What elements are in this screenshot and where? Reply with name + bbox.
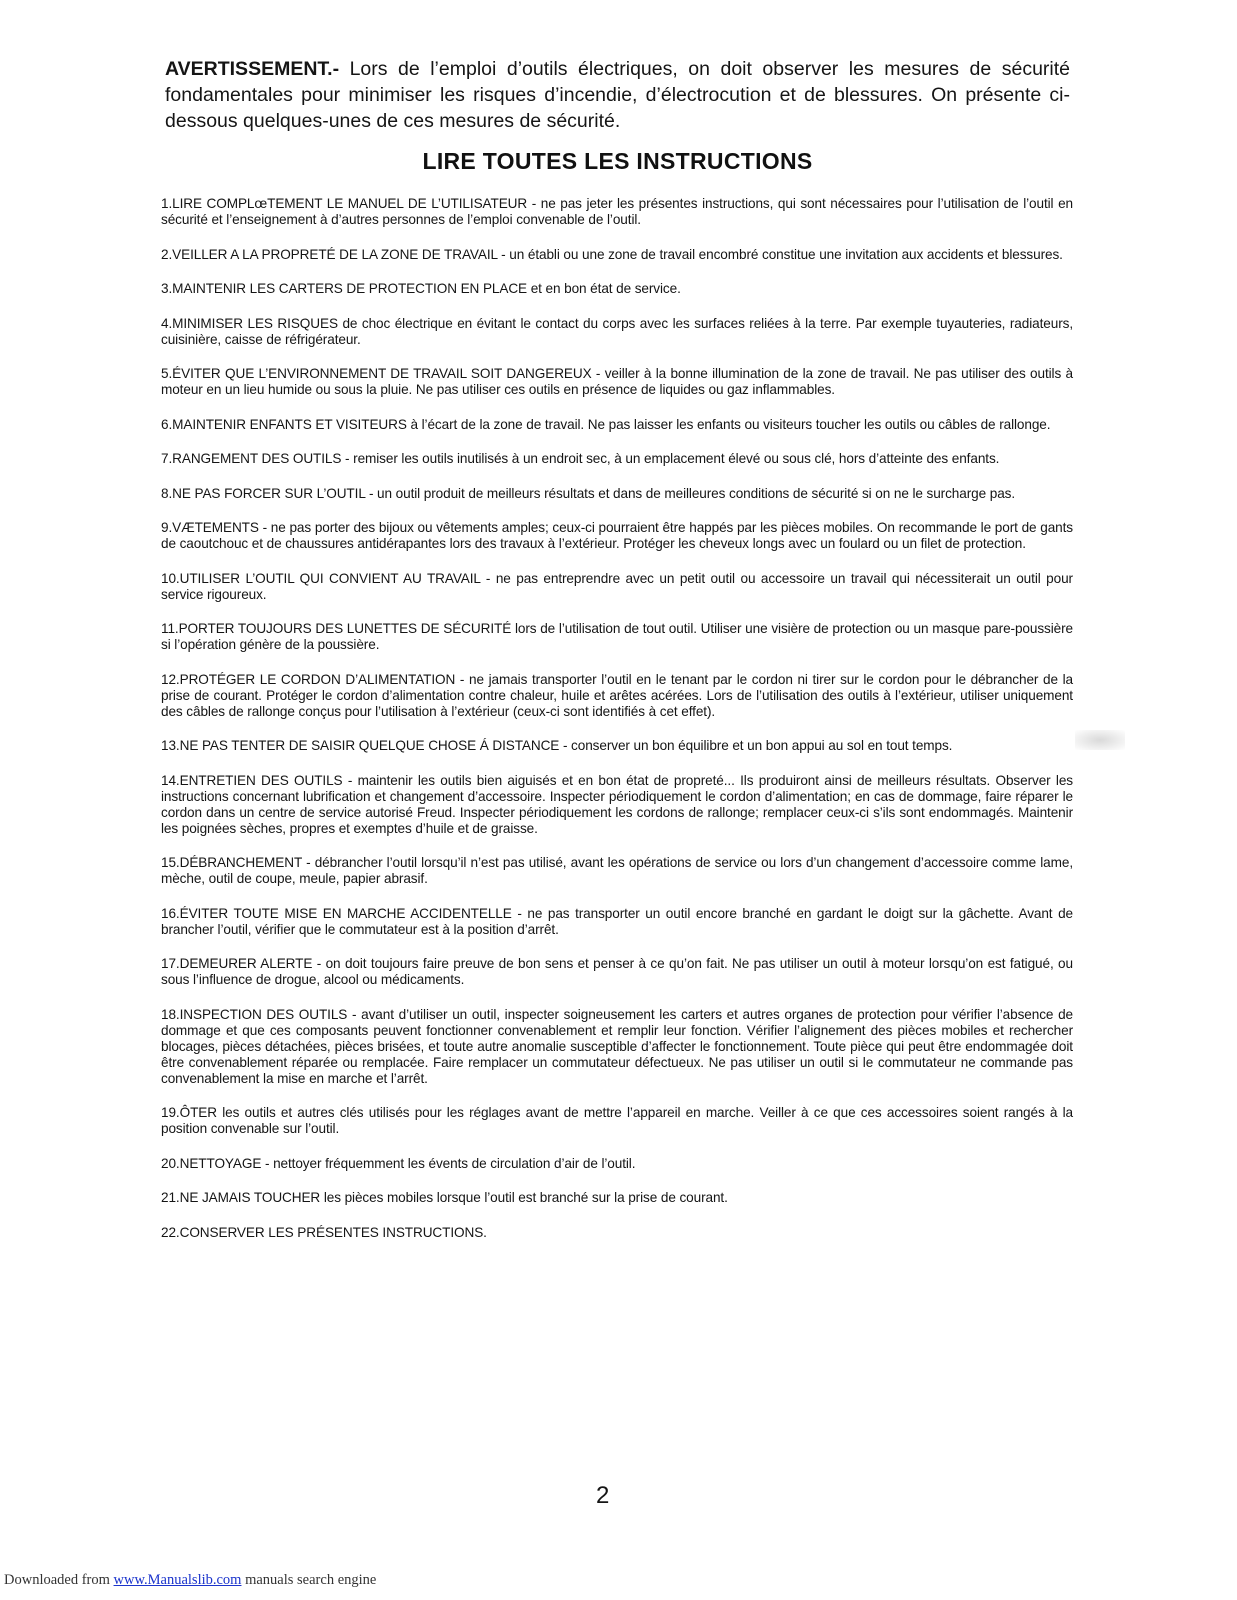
instruction-title: 14.ENTRETIEN DES OUTILS	[161, 772, 343, 788]
instruction-text: - débrancher l’outil lorsqu’il n’est pas utilisé, avant les opérations de service ou lors d’un changement d’accessoire comme lame, mèche, outil de coupe, meule, papier abrasif.	[161, 855, 1073, 886]
instruction-title: 12.PROTÉGER LE CORDON D’ALIMENTATION	[161, 671, 456, 687]
instruction-item	[161, 1007, 1073, 1087]
instruction-title: 2.VEILLER A LA PROPRETÉ DE LA ZONE DE TRAVAIL	[161, 246, 498, 262]
instruction-title: 7.RANGEMENT DES OUTILS	[161, 451, 342, 466]
instruction-item	[161, 1156, 1073, 1172]
instruction-title: 20.NETTOYAGE	[161, 1155, 262, 1171]
instruction-text: - remiser les outils inutilisés à un endroit sec, à un emplacement élevé ou sous clé, hors d’atteinte des enfants.	[341, 451, 1000, 466]
instruction-title: 22.CONSERVER LES PRÉSENTES INSTRUCTIONS.	[161, 1224, 487, 1240]
page-number: 2	[596, 1482, 610, 1509]
instruction-item	[161, 1225, 1073, 1241]
instruction-text: - un établi ou une zone de travail encombré constitue une invitation aux accidents et blessures.	[497, 246, 1063, 262]
instruction-text: - ne pas jeter les présentes instructions, qui sont nécessaires pour l’utilisation de l’outil en sécurité et l’enseignement à d’autres personnes de l’emploi convenable de l’outil.	[161, 196, 1073, 227]
instruction-text: à l’écart de la zone de travail. Ne pas laisser les enfants ou visiteurs toucher les outils ou câbles de rallonge.	[406, 416, 1051, 432]
instruction-text: - avant d’utiliser un outil, inspecter soigneusement les carters et autres organes de protection pour vérifier l’absence de dommage et que ces composants peuvent fonctionner convenablement et remplir leur fonction. Vérifier l’alignement des pièces mobiles et rechercher blocages, pièces détachées, pièces brisées, et toute autre anomalie susceptible d’affecter le fonctionnement. Toute pièce qui peut être endommagée doit être convenablement réparée ou remplacée. Faire remplacer un commutateur défectueux. Ne pas utiliser un outil si le commutateur ne commande pas convenablement la mise en marche et l’arrêt.	[161, 1006, 1074, 1086]
instruction-title: 4.MINIMISER LES RISQUES	[161, 315, 338, 331]
warning-paragraph	[165, 56, 1070, 134]
manualslib-link[interactable]: www.Manualslib.com	[113, 1572, 242, 1588]
instruction-item	[161, 956, 1073, 988]
instruction-item	[161, 1105, 1073, 1137]
download-footer	[4, 1572, 376, 1589]
instruction-text: - ne jamais transporter l’outil en le tenant par le cordon ni tirer sur le cordon pour le débrancher de la prise de courant. Protéger le cordon d’alimentation contre chaleur, huile et arêtes acérées. Lors de l’utilisation des outils à l’extérieur, utiliser uniquement des câbles de rallonge conçus pour l’utilisation à l’extérieur (ceux-ci sont identifiés à cet effet).	[161, 671, 1073, 719]
instruction-title: 16.ÉVITER TOUTE MISE EN MARCHE ACCIDENTELLE	[161, 905, 512, 921]
instruction-text: - on doit toujours faire preuve de bon sens et penser à ce qu’on fait. Ne pas utiliser un outil à moteur lorsqu’on est fatigué, ou sous l’influence de drogue, alcool ou médicaments.	[161, 956, 1073, 987]
instruction-title: 18.INSPECTION DES OUTILS	[161, 1006, 348, 1022]
instruction-title: 21.NE JAMAIS TOUCHER	[161, 1190, 321, 1205]
instruction-text: - maintenir les outils bien aiguisés et en bon état de propreté... Ils produiront ainsi de meilleurs résultats. Observer les instructions concernant lubrification et changement d’accessoire. Inspecter périodiquement le cordon d’alimentation; en cas de dommage, faire réparer le cordon dans un centre de service autorisé Freud. Inspecter périodiquement les cordons de rallonge; remplacer ceux-ci s’ils sont endommagés. Maintenir les poignées sèches, propres et exemptes d’huile et de graisse.	[161, 772, 1073, 836]
instruction-title: 17.DEMEURER ALERTE	[161, 956, 313, 971]
instruction-item	[161, 906, 1073, 938]
instruction-title: 6.MAINTENIR ENFANTS ET VISITEURS	[161, 416, 407, 432]
instruction-text: - ne pas porter des bijoux ou vêtements amples; ceux-ci pourraient être happés par les pièces mobiles. On recommande le port de gants de caoutchouc et de chaussures antidérapantes lors des travaux à l’extérieur. Protéger les cheveux longs avec un foulard ou un filet de protection.	[161, 520, 1073, 551]
instruction-text: - ne pas transporter un outil encore branché en gardant le doigt sur la gâchette. Avant de brancher l’outil, vérifier que le commutateur est à la position d’arrêt.	[161, 905, 1073, 937]
scan-smudge	[1075, 730, 1125, 750]
instruction-text: lors de l’utilisation de tout outil. Utiliser une visière de protection ou un masque pare-poussière si l’opération génère de la poussière.	[161, 621, 1074, 652]
instruction-text: - ne pas entreprendre avec un petit outil ou accessoire un travail qui nécessiterait un outil pour service rigoureux.	[161, 570, 1073, 602]
instruction-text: et en bon état de service.	[527, 281, 681, 296]
instruction-text: les outils et autres clés utilisés pour les réglages avant de mettre l’appareil en marche. Veiller à ce que ces accessoires soient rangés à la position convenable sur l’outil.	[161, 1105, 1073, 1136]
instruction-item	[161, 417, 1073, 433]
instruction-title: 15.DÉBRANCHEMENT	[161, 855, 302, 870]
instruction-text: - un outil produit de meilleurs résultats et dans de meilleures conditions de sécurité si on ne le surcharge pas.	[365, 485, 1016, 501]
instruction-list	[161, 196, 1073, 1259]
instruction-title: 8.NE PAS FORCER SUR L’OUTIL	[161, 485, 366, 501]
instruction-title: 10.UTILISER L’OUTIL QUI CONVIENT AU TRAVAIL	[161, 570, 481, 586]
instruction-item	[161, 520, 1073, 552]
instruction-item	[161, 316, 1073, 348]
instruction-item	[161, 773, 1073, 837]
instruction-item	[161, 672, 1073, 720]
instruction-item	[161, 451, 1073, 467]
instruction-title: 1.LIRE COMPLœTEMENT LE MANUEL DE L’UTILISATEUR	[161, 196, 528, 211]
instruction-title: 9.VÆTEMENTS	[161, 520, 259, 535]
warning-text: Lors de l’emploi d’outils électriques, on doit observer les mesures de sécurité fondamentales pour minimiser les risques d’incendie, d’électrocution et de blessures. On présente ci-dessous quelques-unes de ces mesures de sécurité.	[165, 58, 1070, 132]
instruction-item	[161, 196, 1073, 228]
warning-label: AVERTISSEMENT.-	[165, 58, 340, 80]
instruction-item	[161, 486, 1073, 502]
instruction-item	[161, 621, 1073, 653]
instruction-item	[161, 571, 1073, 603]
instruction-title: 11.PORTER TOUJOURS DES LUNETTES DE SÉCURITÉ	[161, 621, 512, 636]
instruction-text: - nettoyer fréquemment les évents de circulation d’air de l’outil.	[261, 1155, 636, 1171]
instruction-item	[161, 366, 1073, 398]
instruction-item	[161, 855, 1073, 887]
footer-suffix: manuals search engine	[241, 1572, 377, 1588]
instruction-text: - conserver un bon équilibre et un bon appui au sol en tout temps.	[559, 738, 953, 753]
instruction-item	[161, 738, 1073, 754]
footer-prefix: Downloaded from	[4, 1572, 114, 1588]
section-heading: LIRE TOUTES LES INSTRUCTIONS	[422, 148, 813, 174]
instruction-title: 5.ÉVITER QUE L’ENVIRONNEMENT DE TRAVAIL SOIT DANGEREUX	[161, 366, 592, 381]
instruction-item	[161, 1190, 1073, 1206]
instruction-title: 19.ÔTER	[161, 1105, 217, 1120]
instruction-title: 13.NE PAS TENTER DE SAISIR QUELQUE CHOSE Á DISTANCE	[161, 738, 560, 753]
instruction-text: - veiller à la bonne illumination de la zone de travail. Ne pas utiliser des outils à moteur en un lieu humide ou sous la pluie. Ne pas utiliser ces outils en présence de liquides ou gaz inflammables.	[161, 366, 1073, 397]
instruction-text: les pièces mobiles lorsque l’outil est branché sur la prise de courant.	[320, 1190, 728, 1205]
instruction-text: de choc électrique en évitant le contact du corps avec les surfaces reliées à la terre. Par exemple tuyauteries, radiateurs, cuisinière, caisse de réfrigérateur.	[161, 315, 1074, 347]
instruction-title: 3.MAINTENIR LES CARTERS DE PROTECTION EN PLACE	[161, 281, 528, 296]
instruction-item	[161, 281, 1073, 297]
instruction-item	[161, 247, 1073, 263]
